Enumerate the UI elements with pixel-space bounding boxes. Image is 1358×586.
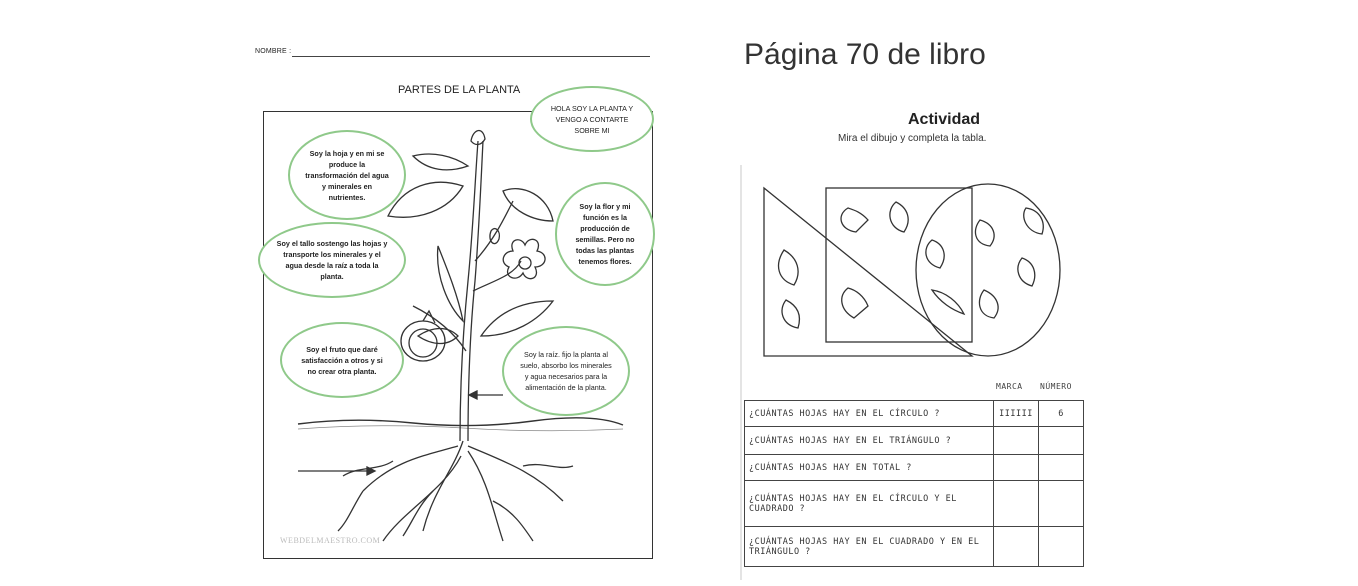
- col-numero-header: NÚMERO: [1040, 382, 1072, 391]
- bubble-fruto: Soy el fruto que daré satisfacción a otros y si no crear otra planta.: [280, 322, 404, 398]
- table-row: [745, 527, 1084, 567]
- marca-cell: [994, 427, 1039, 455]
- table-row: [745, 455, 1084, 481]
- table-row: [745, 481, 1084, 527]
- numero-cell: [1039, 527, 1084, 567]
- question-cell: ¿CUÁNTAS HOJAS HAY EN TOTAL ?: [745, 455, 994, 481]
- marca-cell: [994, 455, 1039, 481]
- activity-subtitle: Mira el dibujo y completa la tabla.: [838, 133, 987, 144]
- activity-table: [744, 400, 1084, 567]
- numero-cell: [1039, 455, 1084, 481]
- page-title: Página 70 de libro: [744, 38, 986, 71]
- table-row: [745, 401, 1084, 427]
- bubble-tallo: Soy el tallo sostengo las hojas y transporte los minerales y el agua desde la raíz a toda la planta.: [258, 222, 406, 298]
- bubble-hoja: Soy la hoja y en mi se produce la transformación del agua y minerales en nutrientes.: [288, 130, 406, 220]
- question-cell: ¿CUÁNTAS HOJAS HAY EN EL TRIÁNGULO ?: [745, 427, 994, 455]
- nombre-line: [292, 56, 650, 57]
- question-cell: ¿CUÁNTAS HOJAS HAY EN EL CÍRCULO ?: [745, 401, 994, 427]
- marca-cell: [994, 527, 1039, 567]
- table-row: [745, 427, 1084, 455]
- bubble-planta: HOLA SOY LA PLANTA Y VENGO A CONTARTE SOBRE MI: [530, 86, 654, 152]
- marca-cell: IIIIII: [994, 401, 1039, 427]
- bubble-raiz: Soy la raíz. fijo la planta al suelo, absorbo los minerales y agua necesarios para la alimentación de la planta.: [502, 326, 630, 416]
- activity-title: Actividad: [908, 111, 981, 128]
- watermark: WEBDELMAESTRO.COM: [280, 536, 381, 545]
- question-cell: ¿CUÁNTAS HOJAS HAY EN EL CÍRCULO Y EL CUADRADO ?: [745, 481, 994, 527]
- numero-cell: [1039, 427, 1084, 455]
- marca-cell: [994, 481, 1039, 527]
- nombre-label: NOMBRE :: [255, 48, 292, 55]
- bubble-flor: Soy la flor y mi función es la producción de semillas. Pero no todas las plantas tenemos flores.: [555, 182, 655, 286]
- worksheet-title: PARTES DE LA PLANTA: [398, 84, 521, 96]
- col-marca-header: MARCA: [996, 382, 1023, 391]
- numero-cell: [1039, 481, 1084, 527]
- numero-cell: 6: [1039, 401, 1084, 427]
- question-cell: ¿CUÁNTAS HOJAS HAY EN EL CUADRADO Y EN EL TRIÁNGULO ?: [745, 527, 994, 567]
